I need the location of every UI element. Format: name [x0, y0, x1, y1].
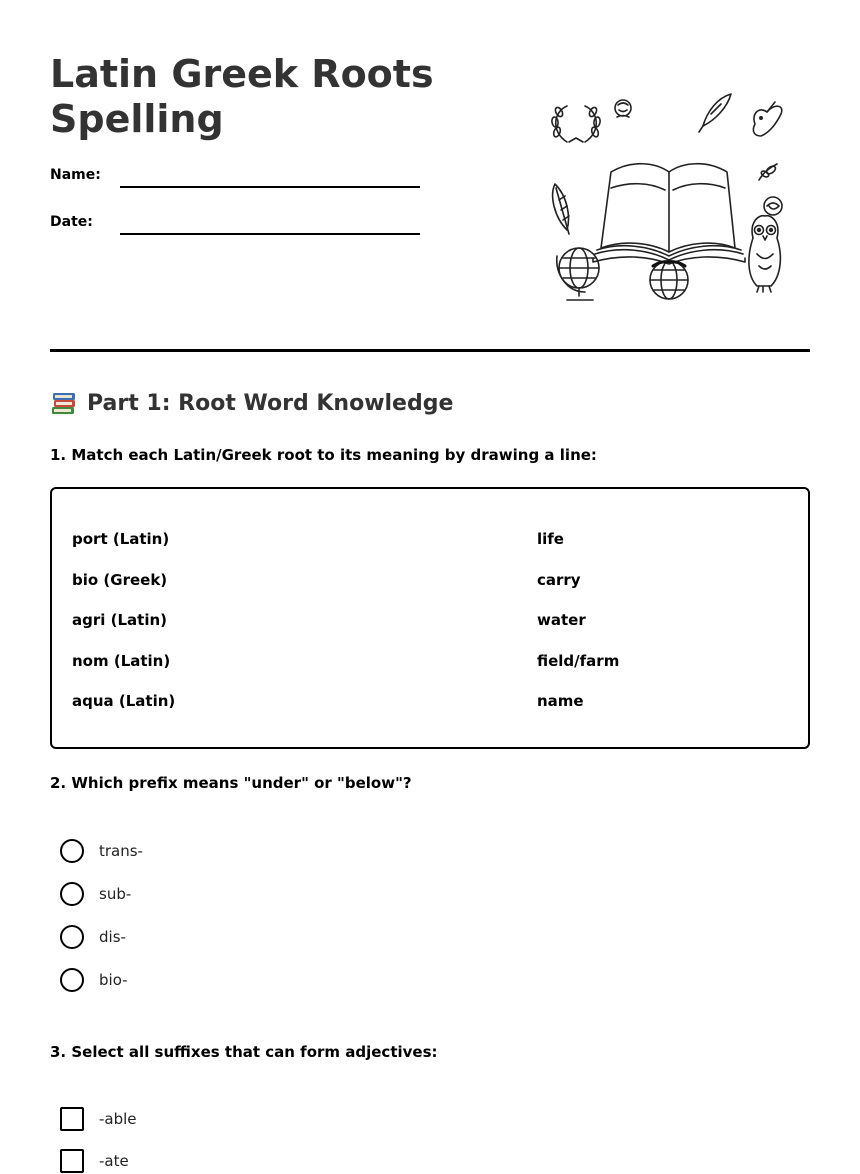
swirl-icon: [764, 197, 782, 215]
question-3-prompt: 3. Select all suffixes that can form adjectives:: [50, 1043, 438, 1061]
checkbox[interactable]: [60, 1107, 84, 1131]
radio-option[interactable]: [60, 967, 128, 993]
bird-icon: [753, 102, 781, 136]
part1-heading: [50, 389, 453, 419]
leaf-icon: [759, 164, 777, 180]
checkbox-option[interactable]: [60, 1106, 137, 1132]
feather-icon: [553, 184, 569, 234]
laurel-wreath-icon: [551, 106, 601, 142]
name-blank-line[interactable]: [120, 186, 420, 188]
date-blank-line[interactable]: [120, 233, 420, 235]
option-label: trans-: [99, 842, 143, 860]
question-2-prompt: 2. Which prefix means "under" or "below"?: [50, 774, 412, 792]
option-label: dis-: [99, 928, 126, 946]
matching-box: [50, 487, 810, 749]
question-1-prompt: 1. Match each Latin/Greek root to its meaning by drawing a line:: [50, 446, 597, 464]
option-label: bio-: [99, 971, 128, 989]
owl-icon: [749, 216, 780, 292]
radio-option[interactable]: [60, 838, 143, 864]
option-label: sub-: [99, 885, 132, 903]
meaning-item[interactable]: name: [537, 692, 584, 710]
part1-title: Part 1: Root Word Knowledge: [87, 391, 454, 416]
quill-pen-icon: [699, 94, 731, 132]
root-item[interactable]: port (Latin): [72, 530, 170, 548]
root-item[interactable]: bio (Greek): [72, 571, 168, 589]
option-label: -able: [99, 1110, 137, 1128]
radio-option[interactable]: [60, 881, 131, 907]
open-book-icon: [593, 164, 745, 264]
checkbox-option[interactable]: [60, 1148, 129, 1174]
meaning-item[interactable]: field/farm: [537, 652, 620, 670]
name-label: Name:: [50, 167, 101, 183]
root-item[interactable]: aqua (Latin): [72, 692, 176, 710]
books-icon: [50, 391, 78, 417]
bust-icon: [615, 100, 631, 117]
classical-study-illustration: [545, 88, 795, 310]
globe-icon: [557, 248, 599, 300]
radio-button[interactable]: [60, 968, 84, 992]
radio-button[interactable]: [60, 839, 84, 863]
meaning-item[interactable]: life: [537, 530, 564, 548]
radio-button[interactable]: [60, 925, 84, 949]
radio-button[interactable]: [60, 882, 84, 906]
option-label: -ate: [99, 1152, 129, 1170]
date-field[interactable]: [50, 213, 430, 237]
checkbox[interactable]: [60, 1149, 84, 1173]
worksheet-title: Latin Greek Roots Spelling: [50, 52, 434, 141]
root-item[interactable]: agri (Latin): [72, 611, 168, 629]
meaning-item[interactable]: water: [537, 611, 586, 629]
meaning-item[interactable]: carry: [537, 571, 581, 589]
root-item[interactable]: nom (Latin): [72, 652, 171, 670]
section-divider: [50, 349, 810, 352]
name-field[interactable]: [50, 166, 430, 190]
globe-icon: [650, 261, 688, 299]
radio-option[interactable]: [60, 924, 126, 950]
date-label: Date:: [50, 214, 93, 230]
